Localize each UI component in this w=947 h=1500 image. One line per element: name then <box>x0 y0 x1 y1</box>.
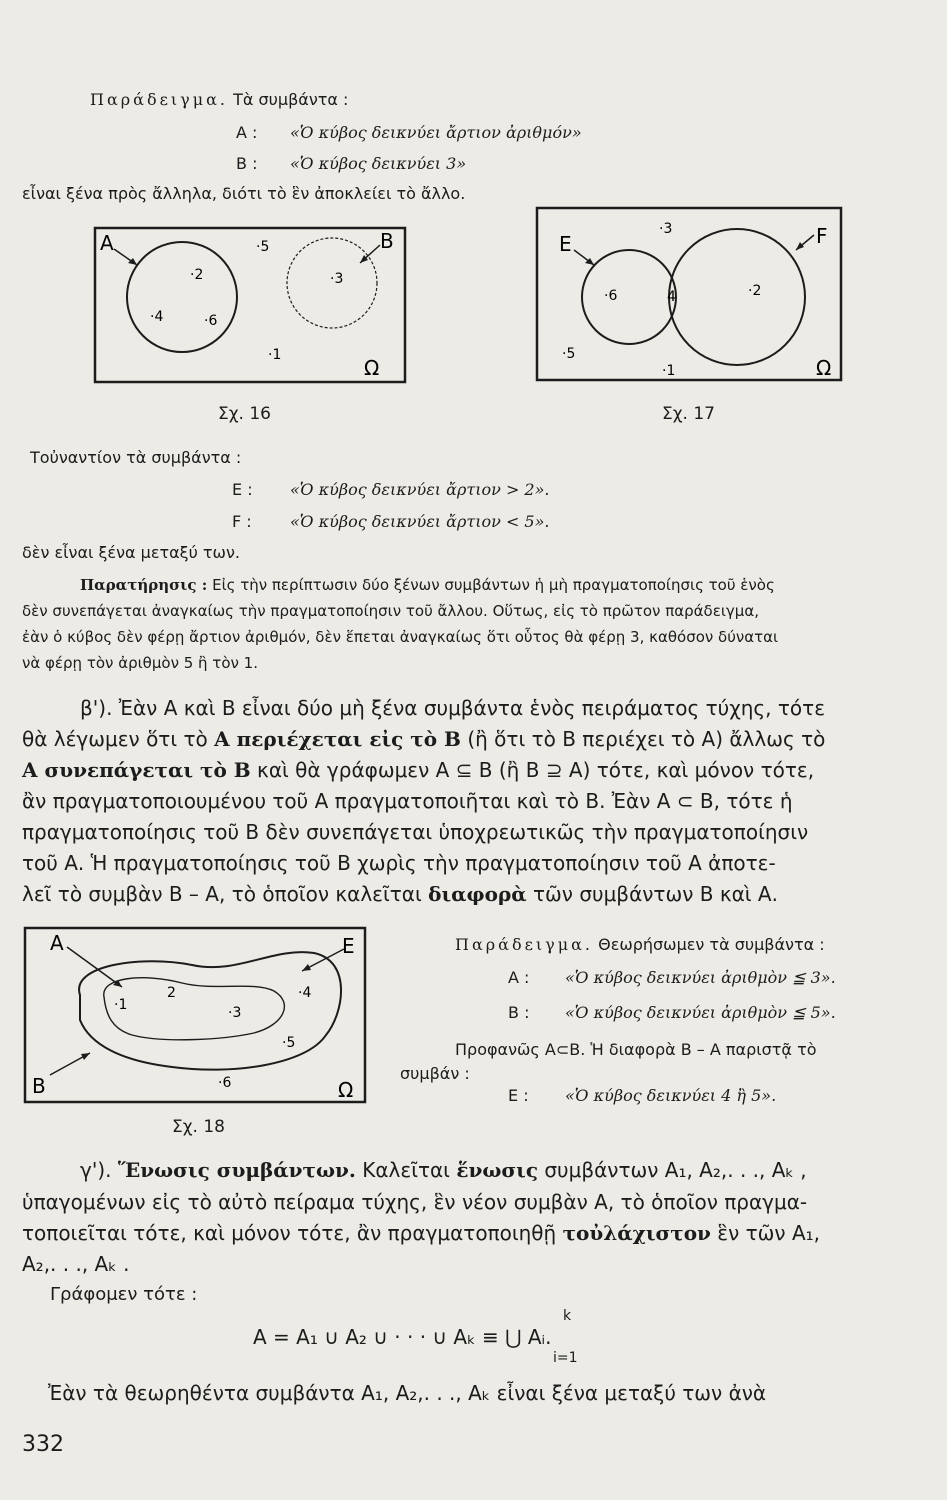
example1-eventB-text: «Ὁ κύβος δεικνύει 3» <box>290 154 467 173</box>
example2-eventE-text: «Ὁ κύβος δεικνύει 4 ἢ 5». <box>565 1086 777 1105</box>
example2-eventA-label: Α : <box>508 968 530 987</box>
contrast-eventF-text: «Ὁ κύβος δεικνύει ἄρτιον < 5». <box>290 512 550 531</box>
contrast-conclusion: δὲν εἶναι ξένα μεταξύ των. <box>22 543 240 562</box>
beta-line-2: θὰ λέγωμεν ὅτι τὸ Α περιέχεται εἰς τὸ Β (ἢ ὅτι τὸ Β περιέχει τὸ Α) ἄλλως τὸ <box>22 727 826 751</box>
fig17-caption: Σχ. 17 <box>662 404 716 424</box>
venn-diagram-fig17 <box>534 205 844 383</box>
last-line: Ἐὰν τὰ θεωρηθέντα συμβάντα Α₁, Α₂,. . ., Αₖ εἶναι ξένα μεταξύ των ἀνὰ <box>48 1381 767 1405</box>
example2-heading: Παράδειγμα. Θεωρήσωμεν τὰ συμβάντα : <box>455 935 825 954</box>
fig18-label-E: Ε <box>342 934 355 958</box>
formula-upper-limit: k <box>563 1308 572 1324</box>
fig18-label-A: Α <box>50 931 64 955</box>
fig18-point-6: ·6 <box>218 1075 232 1091</box>
fig17-point-1: ·1 <box>662 363 676 379</box>
gamma-line-3: τοποιεῖται τότε, καὶ μόνον τότε, ἂν πραγματοποιηθῇ τοὐλάχιστον ἓν τῶν Α₁, <box>22 1221 820 1245</box>
contrast-eventF-label: F : <box>232 512 252 531</box>
write-label: Γράφομεν τότε : <box>50 1284 198 1305</box>
contrast-eventE-label: Ε : <box>232 480 253 499</box>
remark-line-4: νὰ φέρῃ τὸν ἀριθμὸν 5 ἢ τὸν 1. <box>22 654 258 672</box>
gamma-line-1: γ'). Ἕνωσις συμβάντων. Καλεῖται ἕνωσις συμβάντων Α₁, Α₂,. . ., Αₖ , <box>80 1158 807 1182</box>
fig18-point-4: ·4 <box>298 985 312 1001</box>
fig16-label-A: Α <box>100 231 114 255</box>
fig16-point-4: ·4 <box>150 309 164 325</box>
example2-eventB-label: Β : <box>508 1003 530 1022</box>
contrast-eventE-text: «Ὁ κύβος δεικνύει ἄρτιον > 2». <box>290 480 550 499</box>
formula-lower-limit: i=1 <box>553 1350 578 1366</box>
beta-line-5: πραγματοποίησις τοῦ Β δὲν συνεπάγεται ὑποχρεωτικῶς τὴν πραγματοποίησιν <box>22 820 809 844</box>
venn-diagram-fig18 <box>22 925 368 1105</box>
fig18-point-5: ·5 <box>282 1035 296 1051</box>
beta-line-7: λεῖ τὸ συμβὰν Β – Α, τὸ ὁποῖον καλεῖται διαφορὰ τῶν συμβάντων Β καὶ Α. <box>22 882 778 906</box>
example2-eventA-text: «Ὁ κύβος δεικνύει ἀριθμὸν ≦ 3». <box>565 968 836 987</box>
example1-eventA-text: «Ὁ κύβος δεικνύει ἄρτιον ἀριθμόν» <box>290 123 582 142</box>
example2-eventB-text: «Ὁ κύβος δεικνύει ἀριθμὸν ≦ 5». <box>565 1003 836 1022</box>
fig16-point-1: ·1 <box>268 347 282 363</box>
fig16-caption: Σχ. 16 <box>218 404 272 424</box>
beta-line-1: β'). Ἐὰν Α καὶ Β εἶναι δύο μὴ ξένα συμβάντα ἑνὸς πειράματος τύχης, τότε <box>80 696 826 720</box>
fig17-point-5: ·5 <box>562 346 576 362</box>
example1-conclusion: εἶναι ξένα πρὸς ἄλληλα, διότι τὸ ἓν ἀποκλείει τὸ ἄλλο. <box>22 184 466 203</box>
fig16-point-6: ·6 <box>204 313 218 329</box>
remark-line-1: Παρατήρησις : Εἰς τὴν περίπτωσιν δύο ξένων συμβάντων ἡ μὴ πραγματοποίησις τοῦ ἑνὸς <box>80 576 775 594</box>
gamma-line-4: Α₂,. . ., Αₖ . <box>22 1252 130 1276</box>
gamma-line-2: ὑπαγομένων εἰς τὸ αὐτὸ πείραμα τύχης, ἓν νέον συμβὰν Α, τὸ ὁποῖον πραγμα- <box>22 1190 808 1214</box>
remark-line-2: δὲν συνεπάγεται ἀναγκαίως τὴν πραγματοποίησιν τοῦ ἄλλου. Οὕτως, εἰς τὸ πρῶτον παράδειγμα, <box>22 602 759 620</box>
fig16-label-B: Β <box>380 229 394 253</box>
example1-eventA-label: Α : <box>236 123 258 142</box>
fig17-label-E: Ε <box>559 232 572 256</box>
fig17-point-6: ·6 <box>604 288 618 304</box>
fig17-point-2: ·2 <box>748 283 762 299</box>
fig17-point-3: ·3 <box>659 221 673 237</box>
example2-obvious: Προφανῶς Α⊂Β. Ἡ διαφορὰ Β – Α παριστᾷ τὸ <box>455 1040 817 1059</box>
fig18-point-2: 2 <box>167 985 176 1001</box>
example2-eventE-label: Ε : <box>508 1086 529 1105</box>
example1-heading: Παράδειγμα. Τὰ συμβάντα : <box>90 90 349 109</box>
fig16-point-2: ·2 <box>190 267 204 283</box>
fig18-label-B: Β <box>32 1074 46 1098</box>
example1-eventB-label: Β : <box>236 154 258 173</box>
contrast-intro: Τοὐναντίον τὰ συμβάντα : <box>30 448 242 467</box>
beta-line-3: Α συνεπάγεται τὸ Β καὶ θὰ γράφωμεν Α ⊆ Β (ἢ Β ⊇ Α) τότε, καὶ μόνον τότε, <box>22 758 815 782</box>
fig16-point-3: ·3 <box>330 271 344 287</box>
fig17-label-F: F <box>816 224 828 248</box>
fig18-label-omega: Ω <box>338 1078 354 1102</box>
example2-event-word: συμβάν : <box>400 1064 470 1083</box>
fig18-caption: Σχ. 18 <box>172 1117 226 1137</box>
page-number: 332 <box>22 1432 64 1457</box>
formula-main: Α = Α₁ ∪ Α₂ ∪ · · · ∪ Αₖ ≡ ⋃ Αᵢ. <box>253 1325 552 1349</box>
fig18-point-3: ·3 <box>228 1005 242 1021</box>
beta-line-6: τοῦ Α. Ἡ πραγματοποίησις τοῦ Β χωρὶς τὴν πραγματοποίησιν τοῦ Α ἀποτε- <box>22 851 776 875</box>
venn-diagram-fig16 <box>92 225 408 385</box>
fig16-point-5: ·5 <box>256 239 270 255</box>
fig17-label-omega: Ω <box>816 356 832 380</box>
fig16-label-omega: Ω <box>364 356 380 380</box>
beta-line-4: ἂν πραγματοποιουμένου τοῦ Α πραγματοποιῆται καὶ τὸ Β. Ἐὰν Α ⊂ Β, τότε ἡ <box>22 789 793 813</box>
fig17-point-4: 4 <box>667 289 676 305</box>
fig18-point-1: ·1 <box>114 997 128 1013</box>
remark-line-3: ἐὰν ὁ κύβος δὲν φέρῃ ἄρτιον ἀριθμόν, δὲν ἕπεται ἀναγκαίως ὅτι οὗτος θὰ φέρῃ 3, καθόσον δύναται <box>22 628 779 646</box>
